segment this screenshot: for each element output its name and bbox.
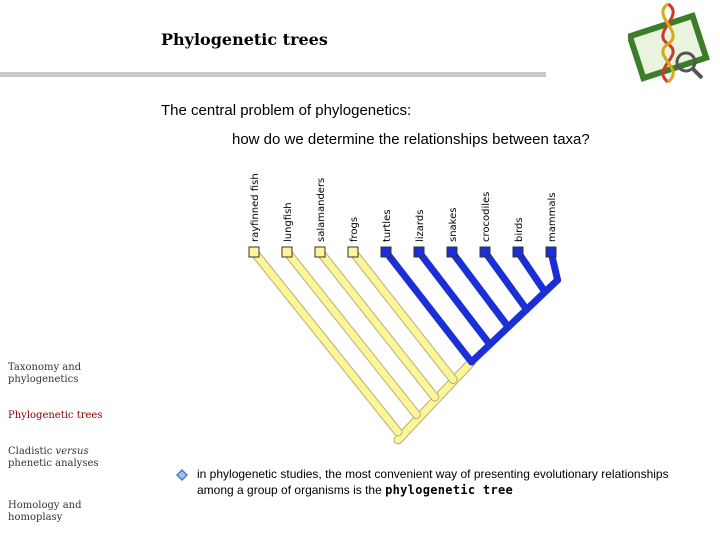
tree-branch-salamanders xyxy=(320,252,435,397)
sidebar-item-phylogenetic-trees[interactable] xyxy=(8,410,128,422)
tip-label-mammals: mammals xyxy=(547,192,558,242)
tip-box-turtles xyxy=(381,247,391,257)
tip-label-rayfinned-fish: rayfinned fish xyxy=(250,173,261,242)
tip-box-lungfish xyxy=(282,247,292,257)
tip-box-birds xyxy=(513,247,523,257)
tip-label-snakes: snakes xyxy=(448,207,459,242)
tip-box-frogs xyxy=(348,247,358,257)
tip-label-crocodiles: crocodiles xyxy=(481,191,492,242)
dna-logo-icon xyxy=(628,2,714,86)
note-body: in phylogenetic studies, the most convenient way of presenting evolutionary relationships among a group of organisms is the xyxy=(197,467,669,497)
sidebar-item-label: Phylogenetic trees xyxy=(8,410,103,421)
sidebar-item-taxonomy[interactable] xyxy=(8,362,128,386)
note-emphasis: phylogenetic tree xyxy=(385,483,514,497)
tip-label-salamanders: salamanders xyxy=(316,177,327,242)
sidebar-item-label: Taxonomy and phylogenetics xyxy=(8,362,82,385)
sidebar-item-label-b: versus xyxy=(55,446,89,457)
phylogenetic-tree-diagram xyxy=(235,170,575,448)
subtitle: The central problem of phylogenetics: xyxy=(161,102,412,119)
bullet-icon xyxy=(176,469,188,481)
question-text: how do we determine the relationships between taxa? xyxy=(232,131,590,148)
tip-label-turtles: turtles xyxy=(382,209,393,242)
sidebar-item-label-a: Cladistic xyxy=(8,446,56,457)
tip-label-birds: birds xyxy=(514,217,525,242)
note-text xyxy=(197,466,697,498)
tree-branch-snakes xyxy=(452,252,508,327)
tree-tips xyxy=(249,173,558,257)
tree-branch-birds xyxy=(518,252,545,292)
tip-box-rayfinned-fish xyxy=(249,247,259,257)
slide-title: Phylogenetic trees xyxy=(161,30,328,49)
sidebar-item-homology[interactable] xyxy=(8,500,128,524)
tree-branch-lizards xyxy=(419,252,490,345)
tip-box-crocodiles xyxy=(480,247,490,257)
tree-branch-lungfish xyxy=(287,252,416,415)
sidebar-item-label-c: phenetic analyses xyxy=(8,458,99,469)
tip-box-snakes xyxy=(447,247,457,257)
tip-box-lizards xyxy=(414,247,424,257)
sidebar-item-label: Homology and homoplasy xyxy=(8,500,82,523)
tip-box-salamanders xyxy=(315,247,325,257)
tip-label-lizards: lizards xyxy=(415,209,426,242)
tip-label-frogs: frogs xyxy=(349,216,360,242)
sidebar-nav xyxy=(8,0,128,540)
sidebar-item-cladistic[interactable] xyxy=(8,446,128,470)
tip-label-lungfish: lungfish xyxy=(283,202,294,242)
tip-box-mammals xyxy=(546,247,556,257)
tree-branches xyxy=(254,252,558,440)
